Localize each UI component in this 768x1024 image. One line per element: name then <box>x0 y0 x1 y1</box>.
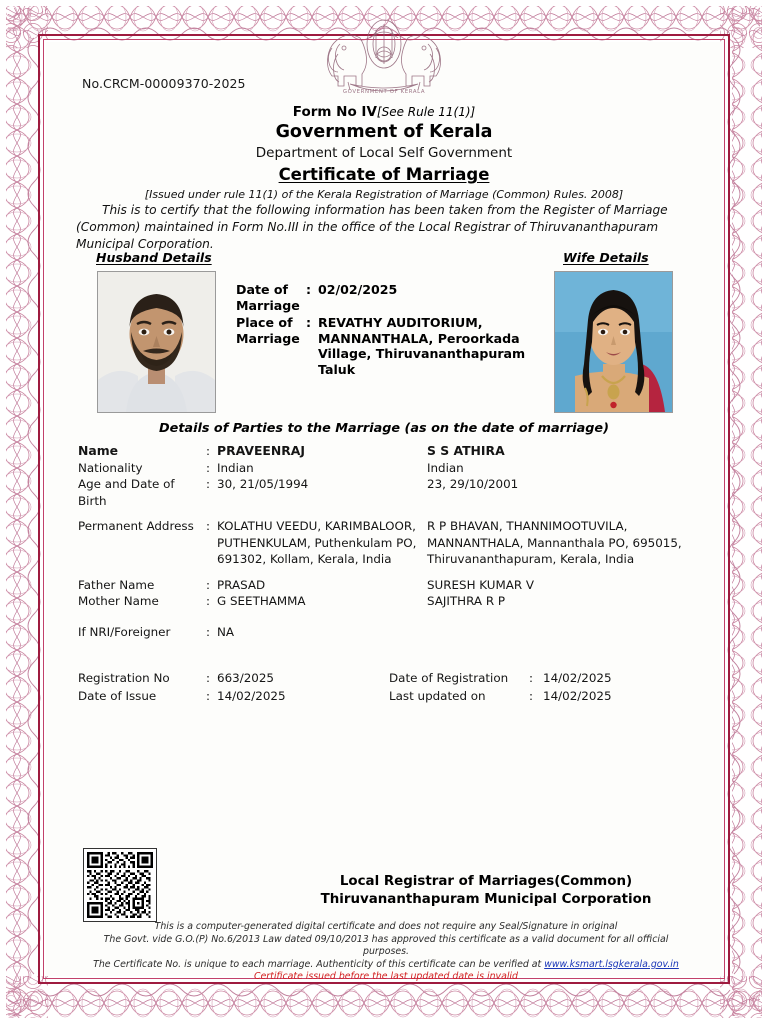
disclaimer-verify-text: The Certificate No. is unique to each marriage. Authenticity of this certificate can be verified at <box>93 958 545 970</box>
date-of-marriage-colon: : <box>306 282 312 297</box>
page-title: Certificate of Marriage <box>278 165 490 184</box>
date-of-issue-label: Date of Issue <box>78 688 157 703</box>
date-of-registration-colon: : <box>529 671 534 685</box>
row-husband-value: 30, 21/05/1994 <box>217 477 309 491</box>
form-rule-reference: [See Rule 11(1)] <box>376 105 476 119</box>
row-husband-value: PRAVEENRAJ <box>217 443 305 458</box>
registrar-title-line1: Local Registrar of Marriages(Common) <box>339 874 633 889</box>
form-number: Form No IV <box>292 104 377 120</box>
certificate-heading-block <box>46 104 722 204</box>
form-number-line <box>46 104 722 121</box>
department-title: Department of Local Self Government <box>255 145 513 161</box>
row-wife-value: SURESH KUMAR V <box>427 577 535 592</box>
date-of-marriage-value: 02/02/2025 <box>318 282 398 297</box>
husband-photo <box>97 271 216 413</box>
registration-number-value: 663/2025 <box>217 671 274 685</box>
parties-details-table <box>78 443 694 640</box>
row-colon: : <box>206 577 211 592</box>
date-of-issue-value: 14/02/2025 <box>217 688 286 703</box>
row-colon: : <box>206 477 211 491</box>
row-husband-value: PRASAD <box>217 577 266 592</box>
table-row <box>78 443 694 460</box>
row-label: Nationality <box>78 460 143 475</box>
table-row <box>78 577 694 594</box>
last-updated-label: Last updated on <box>389 688 486 703</box>
issued-under-rule: [Issued under rule 11(1) of the Kerala Registration of Marriage (Common) Rules. 2008] <box>144 188 624 201</box>
registration-details-block <box>78 670 694 705</box>
verification-qr-code[interactable] <box>83 848 157 922</box>
table-row <box>78 476 694 509</box>
row-spacer <box>78 568 694 577</box>
date-of-marriage-label: Date of Marriage <box>236 282 300 313</box>
registration-number-label: Registration No <box>78 671 170 685</box>
date-of-issue-colon: : <box>206 688 211 703</box>
date-of-issue-row <box>78 688 694 706</box>
row-spacer <box>78 610 694 624</box>
svg-text:GOVERNMENT OF KERALA: GOVERNMENT OF KERALA <box>342 89 426 95</box>
row-husband-value: KOLATHU VEEDU, KARIMBALOOR, PUTHENKULAM, Puthenkulam PO, 691302, Kollam, Kerala, India <box>217 519 417 566</box>
row-wife-value: R P BHAVAN, THANNIMOOTUVILA, MANNANTHALA, Mannanthala PO, 695015, Thiruvananthapuram, Kerala, India <box>427 519 682 566</box>
date-of-marriage-row <box>236 282 536 313</box>
disclaimer-line-1: This is a computer-generated digital certificate and does not require any Seal/Signature in original <box>154 921 618 932</box>
row-husband-value: NA <box>217 624 235 639</box>
table-row <box>78 518 694 568</box>
wife-photo <box>554 271 673 413</box>
row-wife-value: Indian <box>427 460 464 475</box>
place-of-marriage-row <box>236 315 536 377</box>
row-colon: : <box>206 624 211 639</box>
table-row <box>78 593 694 610</box>
row-colon: : <box>206 519 211 533</box>
row-colon: : <box>206 460 211 475</box>
place-of-marriage-label: Place of Marriage <box>236 315 300 346</box>
row-husband-value: G SEETHAMMA <box>217 594 306 608</box>
kerala-state-emblem-icon <box>314 4 454 100</box>
table-row <box>78 624 694 641</box>
row-spacer <box>78 509 694 518</box>
row-label: Permanent Address <box>78 519 194 533</box>
wife-details-heading: Wife Details <box>563 250 649 265</box>
registrar-signature-block <box>276 873 696 909</box>
disclaimer-block <box>86 921 686 984</box>
government-title: Government of Kerala <box>275 122 493 142</box>
row-label: Name <box>78 443 119 458</box>
row-wife-value: S S ATHIRA <box>427 443 505 458</box>
husband-details-heading: Husband Details <box>96 250 212 265</box>
disclaimer-line-3 <box>86 959 686 972</box>
last-updated-value: 14/02/2025 <box>543 688 612 703</box>
certificate-number: No.CRCM-00009370-2025 <box>82 76 246 91</box>
certificate-content <box>46 42 722 983</box>
registration-number-row <box>78 670 694 688</box>
row-husband-value: Indian <box>217 460 254 475</box>
row-label: If NRI/Foreigner <box>78 624 171 639</box>
row-wife-value: 23, 29/10/2001 <box>427 477 519 491</box>
registration-number-colon: : <box>206 671 211 685</box>
row-colon: : <box>206 444 211 458</box>
date-of-registration-value: 14/02/2025 <box>543 671 612 685</box>
verification-website-link[interactable]: www.ksmart.lsgkerala.gov.in <box>544 958 679 970</box>
row-wife-value: SAJITHRA R P <box>427 594 506 608</box>
place-of-marriage-colon: : <box>306 315 312 330</box>
row-label: Mother Name <box>78 594 159 608</box>
last-updated-colon: : <box>529 688 534 703</box>
row-label: Age and Date of Birth <box>78 477 175 508</box>
place-of-marriage-value: REVATHY AUDITORIUM, MANNANTHALA, Peroorkada Village, Thiruvananthapuram Taluk <box>318 315 526 377</box>
invalid-certificate-warning: Certificate issued before the last updated date is invalid <box>253 971 518 983</box>
row-label: Father Name <box>78 577 155 592</box>
date-of-registration-label: Date of Registration <box>389 671 509 685</box>
parties-section-title: Details of Parties to the Marriage (as on the date of marriage) <box>159 421 609 436</box>
marriage-info-block <box>236 282 536 379</box>
disclaimer-line-2: The Govt. vide G.O.(P) No.6/2013 Law dated 09/10/2013 has approved this certificate as a valid document for all official purposes. <box>103 933 669 958</box>
row-colon: : <box>206 594 211 608</box>
certify-paragraph: This is to certify that the following information has been taken from the Register of Marriage (Common) maintained in Form No.III in the office of the Local Registrar of Thiruvananthapuram Municipal Corporation. <box>76 203 668 251</box>
table-row <box>78 460 694 477</box>
registrar-title-line2: Thiruvananthapuram Municipal Corporation <box>320 892 652 907</box>
